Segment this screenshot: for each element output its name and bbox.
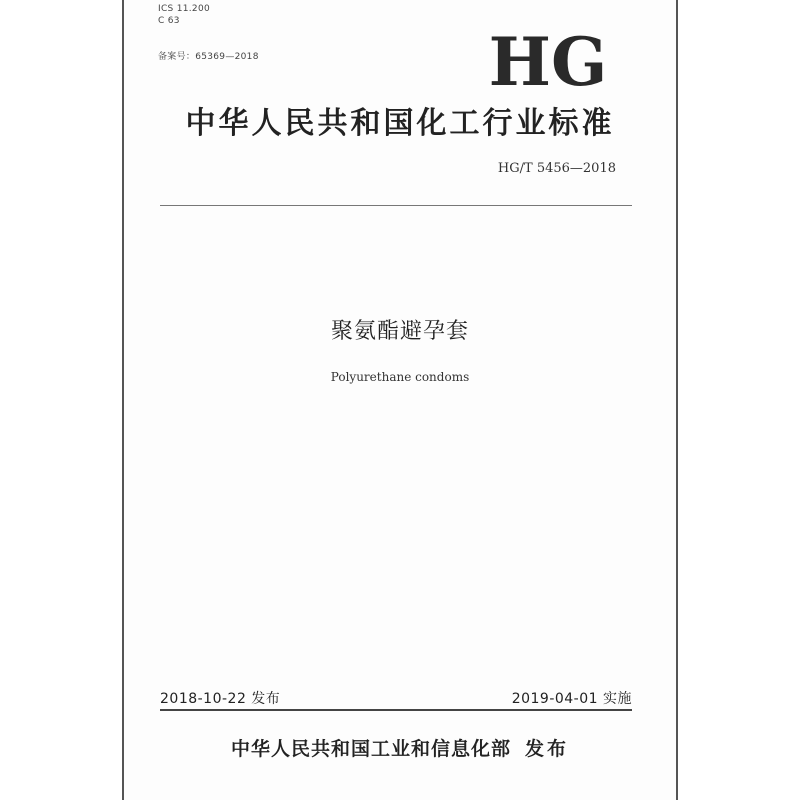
issuer-name: 中华人民共和国工业和信息化部 — [230, 738, 511, 760]
record-number: 备案号：65369—2018 — [158, 52, 259, 62]
bottom-divider — [160, 709, 632, 711]
ics-code: ICS 11.200 — [158, 4, 211, 14]
implementation-date: 2019-04-01 实施 — [511, 691, 632, 707]
ccs-code: C 63 — [158, 16, 180, 26]
top-divider — [160, 205, 632, 206]
standard-title: 中华人民共和国化工行业标准 — [185, 106, 615, 141]
document-title-cn: 聚氨酯避孕套 — [330, 319, 469, 344]
issue-date: 2018-10-22 发布 — [160, 691, 281, 707]
issuer-verb: 发布 — [525, 738, 570, 760]
issuer — [150, 734, 650, 761]
document-title-en: Polyurethane condoms — [330, 370, 470, 384]
hg-logo: HG — [488, 23, 608, 101]
standard-code: HG/T 5456—2018 — [497, 161, 616, 176]
